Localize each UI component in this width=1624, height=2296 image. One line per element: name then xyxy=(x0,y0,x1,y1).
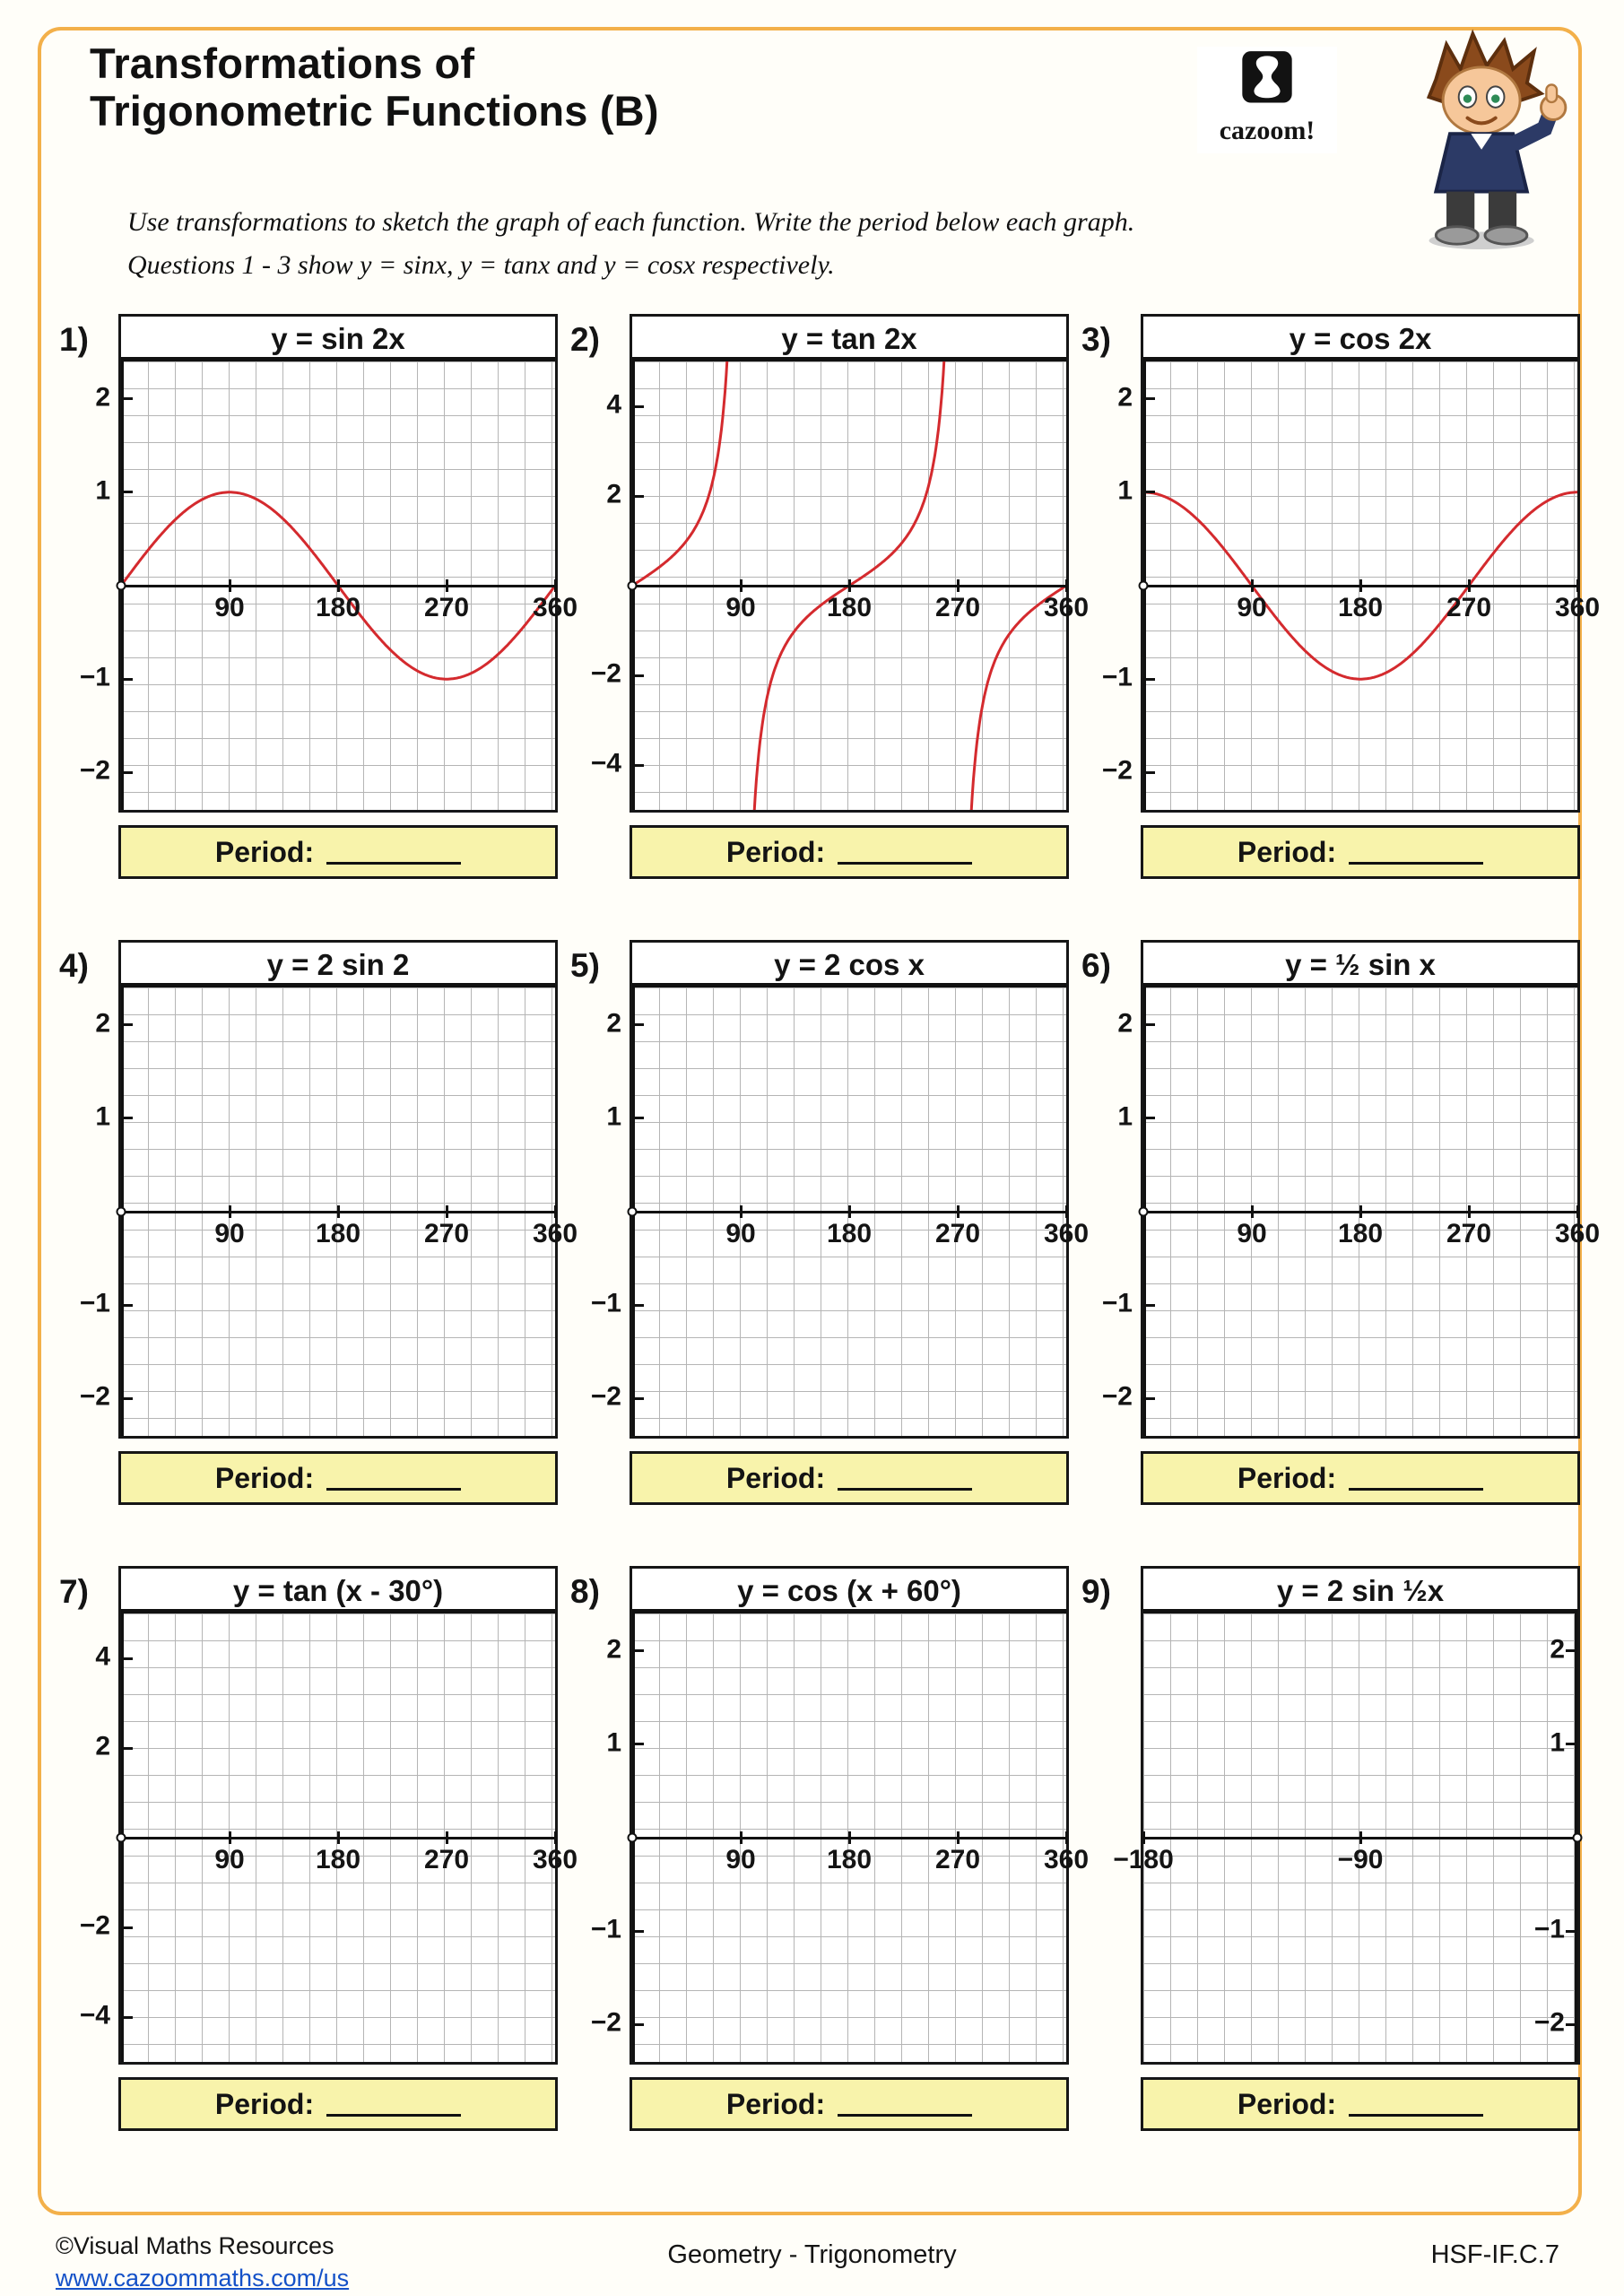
period-label: Period: xyxy=(214,835,315,868)
y-tick-label: −1 xyxy=(590,1288,621,1318)
graph-title: y = cos (x + 60°) xyxy=(632,1569,1066,1613)
y-tick-label: 2 xyxy=(1550,1633,1565,1664)
y-tick-label: −2 xyxy=(1101,755,1133,786)
copyright-text: ©Visual Maths Resources xyxy=(56,2232,334,2259)
y-tick-mark xyxy=(632,1023,644,1026)
y-tick-mark xyxy=(121,1304,133,1307)
y-tick-mark xyxy=(632,1304,644,1307)
y-tick-label: 2 xyxy=(95,381,110,412)
period-answer-blank xyxy=(1349,2092,1483,2117)
question-number: 6) xyxy=(1081,947,1111,984)
graph-area xyxy=(590,987,1090,1436)
y-tick-label: 4 xyxy=(95,1641,110,1672)
graph-area xyxy=(1101,361,1601,810)
graph-area xyxy=(590,1613,1090,2062)
x-tick-label: 180 xyxy=(826,593,873,622)
graph-area xyxy=(1113,1613,1577,2062)
question-panel xyxy=(567,314,1090,879)
y-tick-mark xyxy=(121,2016,133,2019)
y-tick-label: −2 xyxy=(79,1381,110,1412)
y-tick-label: −2 xyxy=(590,658,621,689)
graph-box xyxy=(79,940,578,1439)
period-answer-blank xyxy=(1349,1465,1483,1491)
x-tick-mark xyxy=(554,1831,557,1844)
y-tick-mark xyxy=(1143,678,1155,681)
y-tick-mark xyxy=(1143,397,1155,400)
y-tick-label: 2 xyxy=(1117,381,1133,412)
x-tick-mark xyxy=(740,1831,743,1844)
period-label: Period: xyxy=(725,1461,826,1494)
x-tick-mark xyxy=(1065,1205,1068,1218)
x-tick-mark xyxy=(1065,1831,1068,1844)
y-tick-label: 1 xyxy=(606,1101,621,1132)
x-tick-mark xyxy=(1359,579,1362,592)
x-tick-mark xyxy=(1142,1831,1145,1844)
x-tick-mark xyxy=(1576,1205,1579,1218)
x-tick-label: 180 xyxy=(826,1219,873,1248)
x-tick-mark xyxy=(337,1831,340,1844)
x-tick-mark xyxy=(848,579,851,592)
x-tick-mark xyxy=(1251,1205,1254,1218)
x-tick-mark xyxy=(1359,1205,1362,1218)
question-panel xyxy=(1078,314,1601,879)
question-panel xyxy=(56,940,578,1505)
x-tick-mark xyxy=(446,579,448,592)
period-box xyxy=(630,1451,1069,1505)
website-link[interactable]: www.cazoommaths.com/us xyxy=(56,2265,350,2292)
y-tick-label: 2 xyxy=(606,1007,621,1038)
page-title xyxy=(90,39,659,135)
y-tick-mark xyxy=(1566,2023,1577,2026)
x-tick-mark xyxy=(740,1205,743,1218)
page-title-line1: Transformations of xyxy=(90,39,475,87)
x-tick-mark xyxy=(229,1831,231,1844)
question-number: 2) xyxy=(570,321,600,358)
x-tick-mark xyxy=(1576,579,1579,592)
graph-title: y = tan (x - 30°) xyxy=(121,1569,555,1613)
question-number: 5) xyxy=(570,947,600,984)
period-label: Period: xyxy=(214,1461,315,1494)
origin-marker xyxy=(628,1833,638,1843)
question-panel xyxy=(567,1566,1090,2131)
x-tick-label: 270 xyxy=(423,1219,470,1248)
y-tick-mark xyxy=(1143,1023,1155,1026)
x-tick-label: 180 xyxy=(315,1845,361,1874)
period-box xyxy=(630,2077,1069,2131)
x-tick-label: 90 xyxy=(1237,593,1267,622)
x-tick-mark xyxy=(229,579,231,592)
question-number: 9) xyxy=(1081,1573,1111,1610)
y-tick-label: −1 xyxy=(1533,1914,1565,1944)
period-label: Period: xyxy=(214,2087,315,2120)
y-tick-mark xyxy=(1143,1304,1155,1307)
graph-title: y = ½ sin x xyxy=(1143,943,1577,987)
question-panel xyxy=(1078,940,1601,1505)
panels-grid xyxy=(56,314,1601,2131)
y-tick-mark xyxy=(121,1397,133,1400)
x-tick-label: 270 xyxy=(934,593,981,622)
graph-area xyxy=(1101,987,1601,1436)
y-tick-mark xyxy=(632,1649,644,1652)
period-label: Period: xyxy=(725,2087,826,2120)
y-tick-label: 1 xyxy=(95,1101,110,1132)
x-tick-label: 90 xyxy=(1237,1219,1267,1248)
instructions-line2: Questions 1 - 3 show y = sinx, y = tanx and y = cosx respectively. xyxy=(127,250,835,280)
question-panel xyxy=(567,940,1090,1505)
x-tick-mark xyxy=(957,1205,960,1218)
x-tick-label: 360 xyxy=(1554,1219,1601,1248)
x-tick-label: 360 xyxy=(532,1219,578,1248)
question-number: 8) xyxy=(570,1573,600,1610)
y-tick-mark xyxy=(632,1117,644,1119)
graph-title: y = tan 2x xyxy=(632,317,1066,361)
y-tick-mark xyxy=(121,1117,133,1119)
period-label: Period: xyxy=(1237,1461,1337,1494)
graph-area xyxy=(590,361,1090,810)
graph-area xyxy=(79,1613,578,2062)
y-tick-mark xyxy=(121,1926,133,1929)
x-tick-label: 360 xyxy=(532,593,578,622)
x-tick-mark xyxy=(1468,579,1471,592)
x-tick-label: 90 xyxy=(214,593,245,622)
x-tick-label: 180 xyxy=(315,1219,361,1248)
y-tick-mark xyxy=(632,1743,644,1745)
y-tick-label: −1 xyxy=(79,662,110,692)
y-tick-label: −2 xyxy=(79,1910,110,1941)
y-tick-label: 2 xyxy=(606,1633,621,1664)
period-answer-blank xyxy=(838,839,972,865)
y-tick-mark xyxy=(1143,491,1155,493)
question-panel xyxy=(56,314,578,879)
period-label: Period: xyxy=(1237,835,1337,868)
x-tick-label: 360 xyxy=(532,1845,578,1874)
y-tick-label: 1 xyxy=(1117,475,1133,506)
instructions xyxy=(127,201,1134,287)
graph-area xyxy=(79,987,578,1436)
instructions-line1: Use transformations to sketch the graph of each function. Write the period below each graph. xyxy=(127,207,1135,237)
x-tick-label: 270 xyxy=(1446,593,1492,622)
y-tick-label: −4 xyxy=(590,748,621,778)
y-tick-mark xyxy=(121,1023,133,1026)
question-number: 1) xyxy=(59,321,89,358)
x-tick-label: 270 xyxy=(934,1845,981,1874)
x-tick-label: 180 xyxy=(826,1845,873,1874)
period-box xyxy=(118,825,558,879)
y-tick-mark xyxy=(121,491,133,493)
origin-marker xyxy=(1573,1833,1583,1843)
graph-box xyxy=(590,1566,1090,2065)
graph-box xyxy=(1113,1566,1580,2065)
x-tick-mark xyxy=(554,579,557,592)
y-tick-label: 1 xyxy=(1117,1101,1133,1132)
y-tick-mark xyxy=(1566,1930,1577,1933)
y-tick-mark xyxy=(121,678,133,681)
period-answer-blank xyxy=(326,839,461,865)
graph-title: y = 2 cos x xyxy=(632,943,1066,987)
x-tick-mark xyxy=(446,1205,448,1218)
graph-box xyxy=(1101,314,1601,813)
y-tick-mark xyxy=(632,674,644,677)
question-number: 3) xyxy=(1081,321,1111,358)
y-tick-mark xyxy=(632,495,644,498)
mascot-boy xyxy=(1379,27,1591,251)
y-tick-label: 2 xyxy=(606,479,621,509)
origin-marker xyxy=(1139,1207,1149,1217)
question-number: 4) xyxy=(59,947,89,984)
x-tick-mark xyxy=(337,1205,340,1218)
x-tick-label: 90 xyxy=(725,1219,756,1248)
y-tick-mark xyxy=(1143,1397,1155,1400)
period-answer-blank xyxy=(838,2092,972,2117)
graph-area xyxy=(79,361,578,810)
y-tick-label: −2 xyxy=(590,2007,621,2038)
y-tick-label: −2 xyxy=(590,1381,621,1412)
x-tick-mark xyxy=(1468,1205,1471,1218)
y-tick-mark xyxy=(1143,1117,1155,1119)
period-box xyxy=(1141,2077,1580,2131)
graph-title: y = sin 2x xyxy=(121,317,555,361)
x-tick-label: 360 xyxy=(1043,1219,1090,1248)
x-tick-label: −180 xyxy=(1113,1845,1174,1874)
y-tick-label: −2 xyxy=(1101,1381,1133,1412)
y-tick-mark xyxy=(632,405,644,408)
period-box xyxy=(1141,1451,1580,1505)
y-tick-mark xyxy=(1566,1743,1577,1745)
x-tick-label: 360 xyxy=(1554,593,1601,622)
x-tick-label: 270 xyxy=(934,1219,981,1248)
y-tick-mark xyxy=(632,2023,644,2026)
period-answer-blank xyxy=(838,1465,972,1491)
graph-title: y = cos 2x xyxy=(1143,317,1577,361)
x-tick-mark xyxy=(229,1205,231,1218)
y-tick-mark xyxy=(1143,771,1155,774)
y-tick-mark xyxy=(121,771,133,774)
cazoom-logo-icon xyxy=(1238,50,1296,109)
y-tick-mark xyxy=(1566,1649,1577,1652)
origin-marker xyxy=(628,581,638,591)
period-label: Period: xyxy=(725,835,826,868)
graph-box xyxy=(79,314,578,813)
question-number: 7) xyxy=(59,1573,89,1610)
y-tick-label: 4 xyxy=(606,389,621,420)
y-tick-mark xyxy=(121,1747,133,1750)
period-box xyxy=(630,825,1069,879)
period-box xyxy=(1141,825,1580,879)
y-tick-label: −1 xyxy=(1101,1288,1133,1318)
y-tick-label: −1 xyxy=(590,1914,621,1944)
period-box xyxy=(118,1451,558,1505)
period-answer-blank xyxy=(1349,839,1483,865)
x-tick-label: 360 xyxy=(1043,593,1090,622)
y-tick-mark xyxy=(121,1657,133,1660)
graph-box xyxy=(590,940,1090,1439)
x-tick-label: 90 xyxy=(214,1845,245,1874)
footer-topic: Geometry - Trigonometry xyxy=(667,2240,957,2269)
x-tick-label: 180 xyxy=(1337,593,1384,622)
period-answer-blank xyxy=(326,2092,461,2117)
x-tick-mark xyxy=(957,579,960,592)
x-tick-mark xyxy=(848,1831,851,1844)
graph-box xyxy=(1101,940,1601,1439)
question-panel xyxy=(56,1566,578,2131)
cazoom-logo xyxy=(1197,47,1337,153)
x-tick-label: 90 xyxy=(214,1219,245,1248)
cazoom-logo-text: cazoom! xyxy=(1219,116,1316,145)
y-tick-mark xyxy=(121,397,133,400)
y-tick-mark xyxy=(632,1930,644,1933)
y-tick-label: −2 xyxy=(1533,2007,1565,2038)
x-tick-mark xyxy=(1065,579,1068,592)
x-tick-label: 90 xyxy=(725,1845,756,1874)
x-tick-label: 270 xyxy=(1446,1219,1492,1248)
y-tick-label: 2 xyxy=(95,1007,110,1038)
x-tick-label: 270 xyxy=(423,593,470,622)
origin-marker xyxy=(117,1833,126,1843)
page-title-line2: Trigonometric Functions (B) xyxy=(90,87,659,135)
x-tick-label: 360 xyxy=(1043,1845,1090,1874)
footer-standard-code: HSF-IF.C.7 xyxy=(1430,2240,1559,2269)
y-tick-label: 1 xyxy=(95,475,110,506)
y-tick-label: 2 xyxy=(1117,1007,1133,1038)
x-tick-mark xyxy=(957,1831,960,1844)
x-tick-label: −90 xyxy=(1337,1845,1384,1874)
origin-marker xyxy=(1139,581,1149,591)
x-tick-mark xyxy=(1251,579,1254,592)
x-tick-mark xyxy=(1359,1831,1362,1844)
origin-marker xyxy=(117,581,126,591)
graph-box xyxy=(590,314,1090,813)
y-tick-label: 1 xyxy=(1550,1727,1565,1758)
graph-title: y = 2 sin ½x xyxy=(1143,1569,1577,1613)
y-tick-label: 2 xyxy=(95,1731,110,1761)
x-tick-mark xyxy=(337,579,340,592)
graph-box xyxy=(79,1566,578,2065)
period-answer-blank xyxy=(326,1465,461,1491)
x-tick-label: 180 xyxy=(1337,1219,1384,1248)
x-tick-mark xyxy=(740,579,743,592)
y-tick-mark xyxy=(632,1397,644,1400)
x-tick-mark xyxy=(446,1831,448,1844)
period-label: Period: xyxy=(1237,2087,1337,2120)
x-tick-mark xyxy=(848,1205,851,1218)
x-tick-mark xyxy=(554,1205,557,1218)
question-panel xyxy=(1078,1566,1580,2131)
y-tick-mark xyxy=(632,764,644,767)
y-tick-label: 1 xyxy=(606,1727,621,1758)
graph-title: y = 2 sin 2 xyxy=(121,943,555,987)
y-tick-label: −1 xyxy=(79,1288,110,1318)
x-tick-label: 180 xyxy=(315,593,361,622)
origin-marker xyxy=(628,1207,638,1217)
y-tick-label: −4 xyxy=(79,2000,110,2031)
x-tick-label: 270 xyxy=(423,1845,470,1874)
y-tick-label: −1 xyxy=(1101,662,1133,692)
period-box xyxy=(118,2077,558,2131)
x-tick-label: 90 xyxy=(725,593,756,622)
y-tick-label: −2 xyxy=(79,755,110,786)
origin-marker xyxy=(117,1207,126,1217)
